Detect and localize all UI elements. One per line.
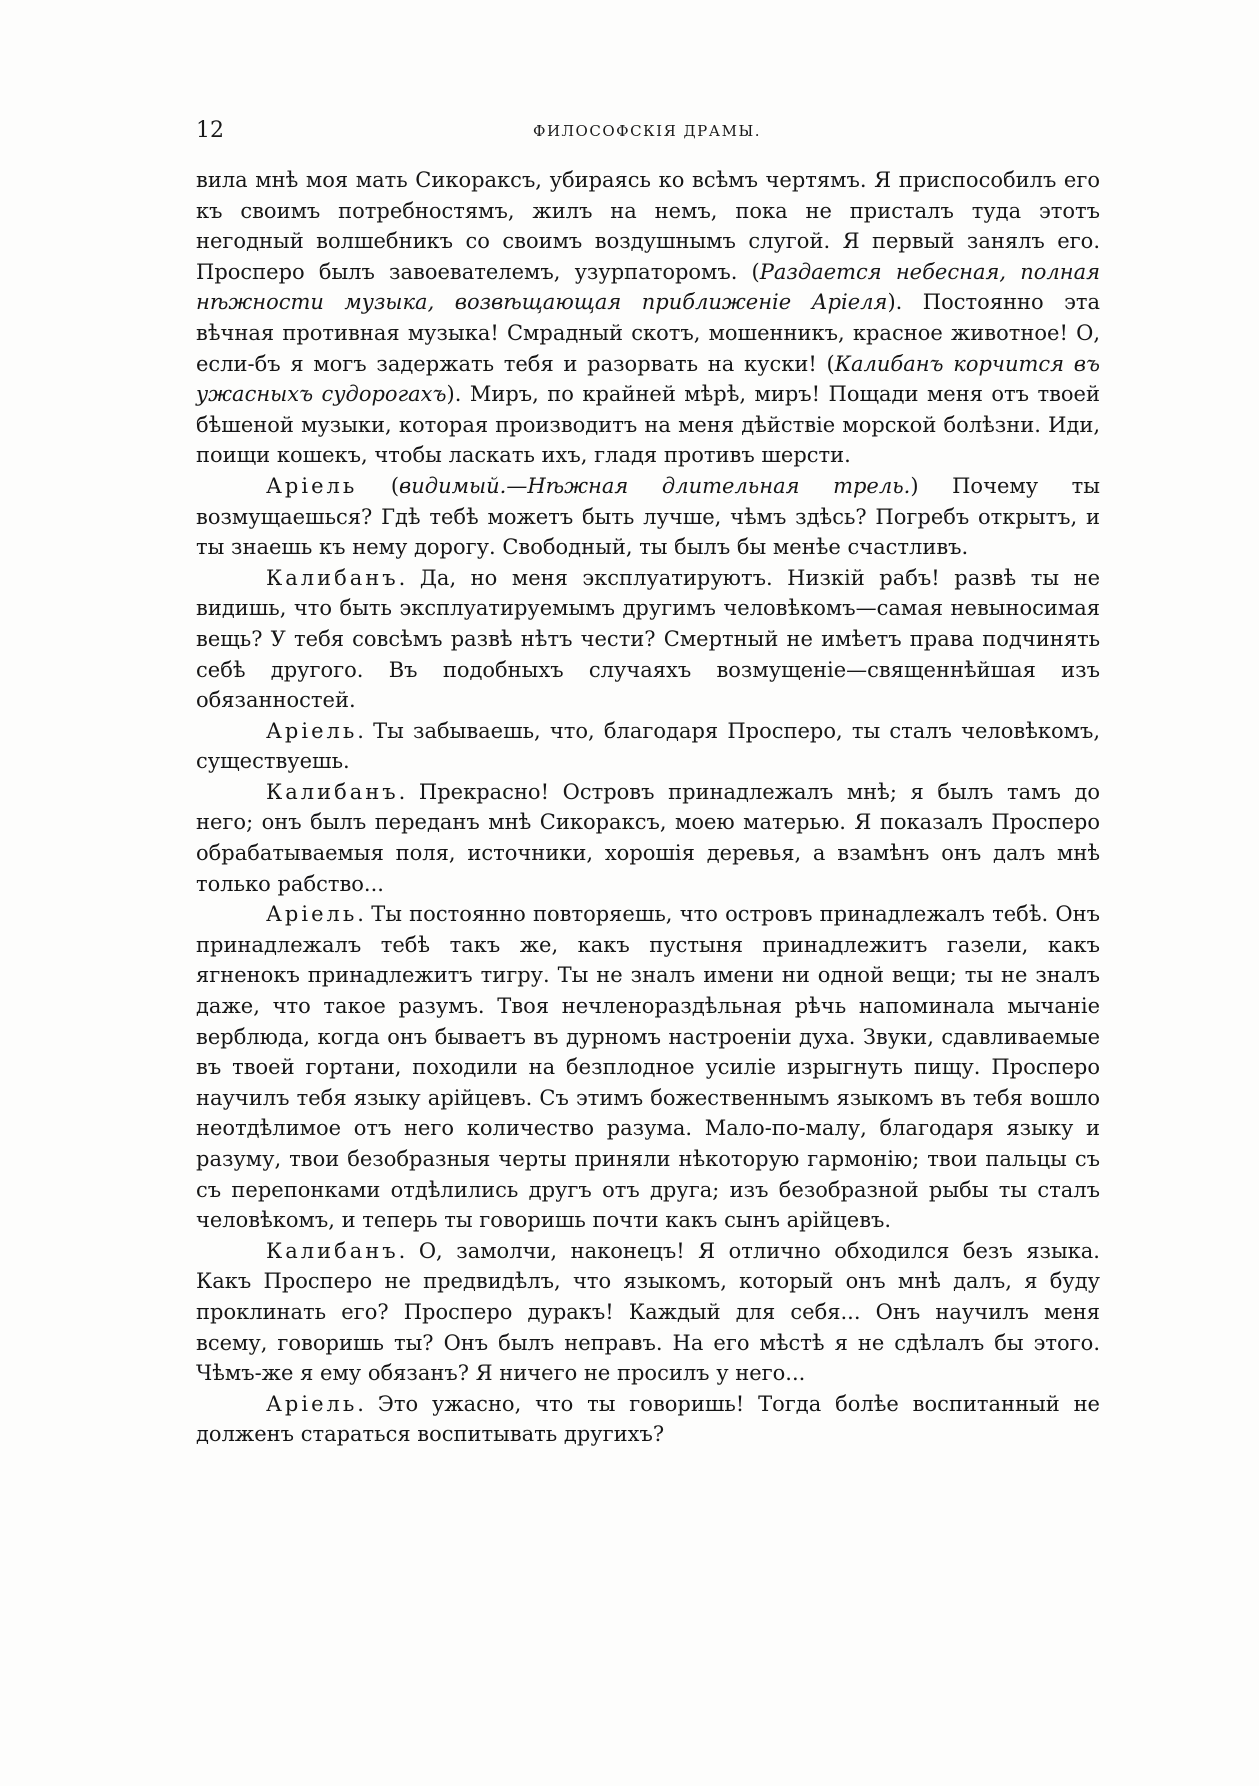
- paragraph-text: ) Почему ты возмущаешься? Гдѣ тебѣ можетъ быть лучше, чѣмъ здѣсь? Погребъ открытъ, и ты знаешь къ нему дорогу. Свободный, ты былъ бы менѣе счастливъ.: [196, 473, 1100, 560]
- page-header: [196, 118, 1098, 148]
- speaker-name: Калибанъ: [266, 565, 399, 590]
- paragraph-text: . Прекрасно! Островъ принадлежалъ мнѣ; я былъ тамъ до него; онъ былъ переданъ мнѣ Сикораксъ, моею матерью. Я показалъ Просперо обрабатываемыя поля, источники, хорошія деревья, а взамѣнъ онъ далъ мнѣ только рабство...: [196, 779, 1100, 896]
- paragraph: [196, 777, 1100, 899]
- speaker-name: Калибанъ: [266, 1238, 399, 1263]
- running-title: ФИЛОСОФСКІЯ ДРАМЫ.: [533, 122, 761, 140]
- body-text: [196, 165, 1100, 1450]
- stage-direction: Раздается небесная, полная нѣжности музыка, возвѣщающая приближеніе Аріеля: [196, 259, 1100, 315]
- speaker-name: Аріель: [266, 473, 358, 498]
- paragraph: [196, 1389, 1100, 1450]
- paragraph: [196, 899, 1100, 1236]
- paragraph: [196, 563, 1100, 716]
- paragraph-text: . Да, но меня эксплуатируютъ. Низкій рабъ! развѣ ты не видишь, что быть эксплуатируемымъ другимъ человѣкомъ—самая невыносимая вещь? У тебя совсѣмъ развѣ нѣтъ чести? Смертный не имѣетъ права подчинять себѣ другого. Въ подобныхъ случаяхъ возмущеніе—священнѣйшая изъ обязанностей.: [196, 565, 1100, 713]
- paragraph: [196, 716, 1100, 777]
- stage-direction: Калибанъ корчится въ ужасныхъ судорогахъ: [196, 351, 1101, 407]
- speaker-name: Аріель: [266, 1391, 358, 1416]
- paragraph-text: (: [357, 473, 400, 498]
- stage-direction: видимый.—Нѣжная длительная трель.: [399, 473, 911, 498]
- paragraph-text: . Это ужасно, что ты говоришь! Тогда болѣе воспитанный не долженъ стараться воспитывать другихъ?: [196, 1391, 1100, 1447]
- paragraph-text: . О, замолчи, наконецъ! Я отлично обходился безъ языка. Какъ Просперо не предвидѣлъ, что языкомъ, который онъ мнѣ далъ, я буду проклинать его? Просперо дуракъ! Каждый для себя... Онъ научилъ меня всему, говоришь ты? Онъ былъ неправъ. На его мѣстѣ я не сдѣлалъ бы этого. Чѣмъ-же я ему обязанъ? Я ничего не просилъ у него...: [196, 1238, 1100, 1386]
- paragraph-text: . Ты забываешь, что, благодаря Просперо, ты сталъ человѣкомъ, существуешь.: [196, 718, 1100, 774]
- paragraph-text: . Ты постоянно повторяешь, что островъ принадлежалъ тебѣ. Онъ принадлежалъ тебѣ такъ же, какъ пустыня принадлежитъ газели, какъ ягненокъ принадлежитъ тигру. Ты не зналъ имени ни одной вещи; ты не зналъ даже, что такое разумъ. Твоя нечленораздѣльная рѣчь напоминала мычаніе верблюда, когда онъ бываетъ въ дурномъ настроеніи духа. Звуки, сдавливаемые въ твоей гортани, походили на безплодное усиліе изрыгнуть пищу. Просперо научилъ тебя языку арійцевъ. Съ этимъ божественнымъ языкомъ въ тебя вошло неотдѣлимое отъ него количество разума. Мало-по-малу, благодаря языку и разуму, твои безобразныя черты приняли нѣкоторую гармонію; твои пальцы съ съ перепонками отдѣлились другъ отъ друга; изъ безобразной рыбы ты сталъ человѣкомъ, и теперь ты говоришь почти какъ сынъ арійцевъ.: [196, 902, 1100, 1233]
- speaker-name: Калибанъ: [266, 779, 399, 804]
- paragraph-text: ). Постоянно эта вѣчная противная музыка! Смрадный скотъ, мошенникъ, красное животное! О, если-бъ я могъ задержать тебя и разорвать на куски! (: [196, 290, 1100, 376]
- paragraph-text: ). Миръ, по крайней мѣрѣ, миръ! Пощади меня отъ твоей бѣшеной музыки, которая производитъ на меня дѣйствіе морской болѣзни. Иди, поищи кошекъ, чтобы ласкать ихъ, гладя противъ шерсти.: [196, 382, 1100, 468]
- paragraph: [196, 1236, 1100, 1389]
- speaker-name: Аріель: [266, 718, 358, 743]
- page-number: 12: [196, 118, 224, 143]
- paragraph: [196, 471, 1100, 563]
- speaker-name: Аріель: [266, 902, 358, 927]
- paragraph: [196, 165, 1100, 471]
- paragraph-text: вила мнѣ моя мать Сикораксъ, убираясь ко всѣмъ чертямъ. Я приспособилъ его къ своимъ потребностямъ, жилъ на немъ, пока не присталъ туда этотъ негодный волшебникъ со своимъ воздушнымъ слугой. Я первый занялъ его. Просперо былъ завоевателемъ, узурпаторомъ. (: [196, 168, 1100, 284]
